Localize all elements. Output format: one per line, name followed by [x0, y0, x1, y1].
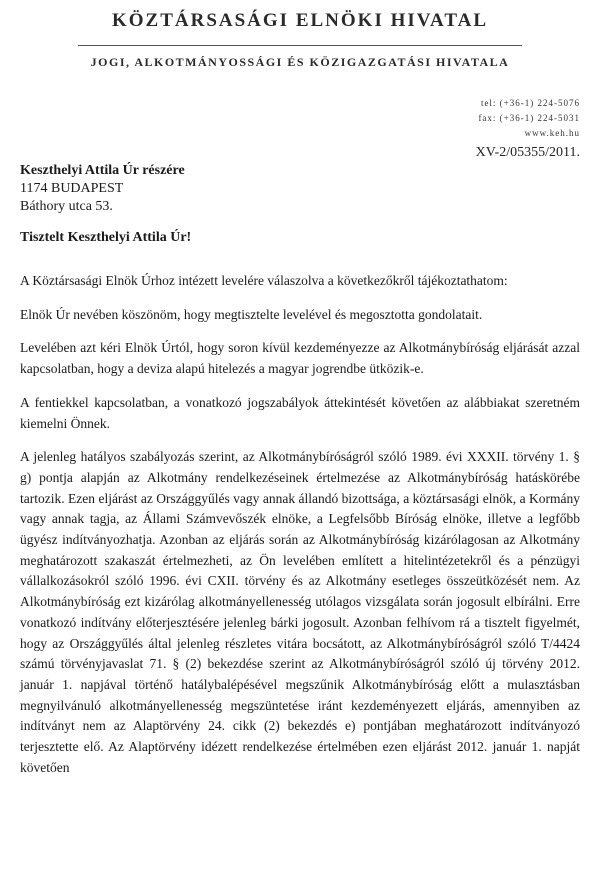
letter-body: [20, 271, 580, 778]
reference-number: XV-2/05355/2011.: [475, 145, 580, 160]
contact-block: [380, 96, 580, 141]
salutation: Tisztelt Keszthelyi Attila Úr!: [20, 230, 192, 245]
letterhead-divider: [78, 45, 522, 46]
recipient-name: Keszthelyi Attila Úr részére: [20, 163, 185, 178]
phone-number: tel: (+36-1) 224-5076: [480, 98, 580, 108]
website: www.keh.hu: [524, 128, 580, 138]
paragraph-5: A jelenleg hatályos szabályozás szerint, az Alkotmánybíróságról szóló 1989. évi XXXII. törvény 1. § g) pontja alapján az Alkotmány rendelkezéseinek értelmezése az Alkotmánybíróság hatáskörébe tartozik. Ezen eljárást az Országgyűlés vagy annak állandó bizottsága, a köztársasági elnök, a Kormány vagy annak tagja, az Állami Számvevőszék elnöke, a Legfelsőbb Bíróság elnöke, illetve a legfőbb ügyész indítványozhatja. Azonban az eljárás során az Alkotmánybíróság kizárólagosan az Alkotmány meghatározott szakaszát értelmezheti, az Ön levelében említett a hitelintézetekről és a pénzügyi vállalkozásokról szóló 1996. évi CXII. törvény és az Alkotmány esetleges összeütközését nem. Az Alkotmánybíróság ezt kizárólag alkotmányellenesség utólagos vizsgálata során jogosult elbírálni. Erre vonatkozó indítvány előterjesztésére jelenleg bárki jogosult. Azonban felhívom rá a tisztelt figyelmét, hogy az Országgyűlés által jelenleg részletes vitára bocsátott, az Alkotmánybíróságról szóló T/4424 számú törvényjavaslat 71. § (2) bekezdése szerint az Alkotmánybíróságról szóló új törvény 2012. január 1. napjával történő hatálybalépésével megszűnik Alkotmánybíróság előtt a mulasztásban megnyilvánuló alkotmányellenesség megszüntetése iránt kezdeményezett eljárás, amennyiben az indítványt nem az Alaptörvény 24. cikk (2) bekezdés e) pontjában meghatározott indítványozó terjesztette elő. Az Alaptörvény idézett rendelkezése értelmében ezen eljárást 2012. január 1. napját követően: [20, 449, 580, 775]
paragraph-4: A fentiekkel kapcsolatban, a vonatkozó jogszabályok áttekintését követően az alábbiakat szeretném kiemelni Önnek.: [20, 394, 580, 431]
paragraph-2: Elnök Úr nevében köszönöm, hogy megtisztelte levelével és megosztotta gondolatait.: [20, 306, 483, 322]
paragraph-1: A Köztársasági Elnök Úrhoz intézett levelére válaszolva a következőkről tájékoztathatom:: [20, 273, 508, 288]
recipient-city: 1174 BUDAPEST: [20, 181, 124, 196]
paragraph-3: Levelében azt kéri Elnök Úrtól, hogy soron kívül kezdeményezze az Alkotmánybíróság eljárását azzal kapcsolatban, hogy a deviza alapú hitelezés a magyar jogrendbe ütközik-e.: [20, 340, 580, 377]
letterhead-title: KÖZTÁRSASÁGI ELNÖKI HIVATAL: [111, 10, 489, 31]
letterhead-subtitle: JOGI, ALKOTMÁNYOSSÁGI ÉS KÖZIGAZGATÁSI HIVATALA: [90, 55, 510, 69]
fax-number: fax: (+36-1) 224-5031: [478, 113, 580, 123]
recipient-street: Báthory utca 53.: [20, 199, 113, 214]
recipient-address: [20, 162, 185, 216]
